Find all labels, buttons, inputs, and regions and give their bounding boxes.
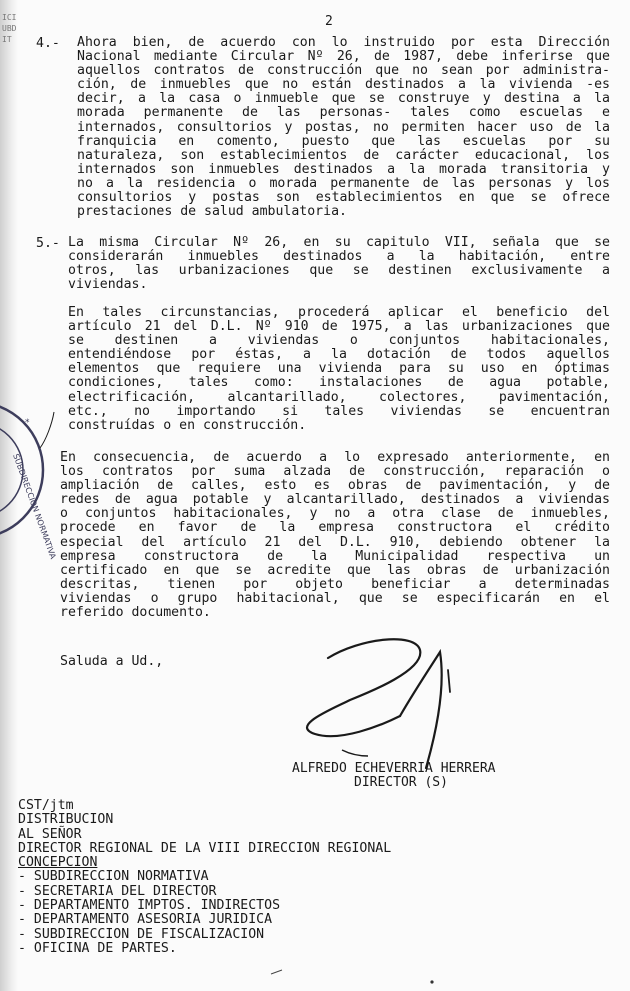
edge-fragment-text: ICI UBD IT [2, 13, 17, 44]
signatory-title: DIRECTOR (S) [354, 775, 448, 790]
paragraph-line: En tales circunstancias, procederá aplicar el beneficio del [68, 305, 610, 320]
distribution-heading: DISTRIBUCION [18, 812, 114, 828]
paragraph-line: especial del artículo 21 del D.L. 910, debiendo obtener la [60, 534, 610, 550]
paragraph-line: otros, las urbanizaciones que se destinen exclusivamente a [68, 263, 610, 279]
paragraph-line: procede en favor de la empresa constructora el crédito [60, 520, 610, 536]
recipient-line: AL SEÑOR [18, 826, 82, 842]
paragraph-line: los contratos por suma alzada de construcción, reparación o [60, 464, 610, 480]
distribution-recipient [18, 828, 391, 857]
seal-ring-text: SUBDIRECCION NORMATIVA [11, 452, 58, 561]
paragraph-line: elementos que requiere una vivienda para su uso en óptimas [68, 361, 610, 377]
paragraph-line: naturaleza, son establecimientos de carácter educacional, los [77, 147, 610, 163]
paragraph-line: etc., no importando si tales viviendas se encuentran [68, 403, 610, 419]
paragraph-line: referido documento. [60, 605, 211, 621]
scan-speck [270, 968, 284, 976]
consecuencia-paragraph [60, 451, 610, 620]
paragraph-line: morada permanente de las personas- tales como escuelas e [77, 105, 610, 121]
paragraph-line: entendiéndose por éstas, a la dotación de todos aquellos [68, 347, 610, 363]
distribution-item: - SECRETARIA DEL DIRECTOR [18, 883, 217, 899]
paragraph-line: Nacional mediante Circular Nº 26, de 1987, debe inferirse que [77, 49, 610, 65]
reference-initials: CST/jtm [18, 798, 74, 813]
paragraph-line: Ahora bien, de acuerdo con lo instruido por esta Dirección [77, 35, 610, 50]
svg-text:SUBDIRECCION NORMATIVA [11, 453, 58, 561]
paragraph-line: internados son inmuebles destinados a la morada transitoria y [77, 161, 610, 177]
paragraph-line: empresa constructora de la Municipalidad respectiva un [60, 548, 610, 564]
item-5-paragraph [68, 236, 610, 292]
svg-text:*: * [25, 418, 30, 428]
distribution-list [18, 870, 391, 956]
paragraph-line: internados, consultorios y postas, no permiten hacer uso de la [77, 119, 610, 135]
paragraph-line: condiciones, tales como: instalaciones de agua potable, [68, 375, 610, 391]
paragraph-line: decir, a la casa o inmueble que se construye y destina a la [77, 91, 610, 107]
recipient-line: DIRECTOR REGIONAL DE LA VIII DIRECCION REGIONAL [18, 840, 392, 856]
signatory-name: ALFREDO ECHEVERRIA HERRERA [292, 761, 496, 776]
closing-line: Saluda a Ud., [60, 654, 164, 669]
pen-mark [38, 410, 58, 450]
paragraph-line: electrificación, alcantarillado, colectores, pavimentación, [68, 389, 610, 405]
distribution-item: - DEPARTAMENTO IMPTOS. INDIRECTOS [18, 898, 281, 914]
paragraph-line: descritas, tienen por objeto beneficiar a determinadas [60, 576, 610, 592]
paragraph-line: viviendas o grupo habitacional, que se especificarán en el [60, 590, 610, 606]
distribution-item: - SUBDIRECCION NORMATIVA [18, 869, 209, 885]
paragraph-line: se destinen a viviendas o conjuntos habitacionales, [68, 333, 610, 349]
item-4-paragraph [77, 36, 610, 219]
paragraph-line: o conjuntos habitacionales, y no a otra clase de inmuebles, [60, 506, 610, 522]
paragraph-line: prestaciones de salud ambulatoria. [77, 204, 347, 220]
distribution-city: CONCEPCION [18, 855, 98, 871]
item-5-number: 5.- [36, 236, 60, 251]
paragraph-line: no a la residencia o morada permanente de las personas y los [77, 175, 610, 191]
paragraph-line: considerarán inmuebles destinados a la habitación, entre [68, 249, 610, 265]
paragraph-line: redes de agua potable y alcantarillado, destinados a viviendas [60, 492, 610, 508]
page-number: 2 [325, 14, 333, 29]
item-4-number: 4.- [36, 36, 60, 51]
distribution-item: - DEPARTAMENTO ASESORIA JURIDICA [18, 912, 273, 928]
paragraph-line: aquellos contratos de construcción que no sean por administra- [77, 63, 610, 79]
signatory-block [292, 762, 496, 790]
paragraph-line: consultorios y postas son establecimientos en que se ofrece [77, 190, 610, 206]
distribution-item: - OFICINA DE PARTES. [18, 940, 177, 956]
circunstancias-paragraph [68, 306, 610, 433]
paragraph-line: viviendas. [68, 277, 148, 293]
paragraph-line: En consecuencia, de acuerdo a lo expresado anteriormente, en [60, 450, 610, 465]
paragraph-line: ción, de inmuebles que no están destinados a la vivienda -es [77, 77, 610, 93]
distribution-block [18, 799, 391, 956]
paragraph-line: construídas o en construcción. [68, 417, 307, 433]
distribution-item: - SUBDIRECCION DE FISCALIZACION [18, 926, 265, 942]
scan-speck [428, 978, 436, 986]
paragraph-line: franquicia en comento, puesto que las escuelas por su [77, 133, 610, 149]
handwritten-signature [250, 630, 480, 775]
paragraph-line: artículo 21 del D.L. Nº 910 de 1975, a las urbanizaciones que [68, 319, 610, 335]
paragraph-line: certificado en que se acredite que las obras de urbanización [60, 562, 610, 578]
paragraph-line: ampliación de calles, esto es obras de pavimentación, y de [60, 478, 610, 494]
paragraph-line: La misma Circular Nº 26, en su capitulo VII, señala que se [68, 235, 610, 250]
